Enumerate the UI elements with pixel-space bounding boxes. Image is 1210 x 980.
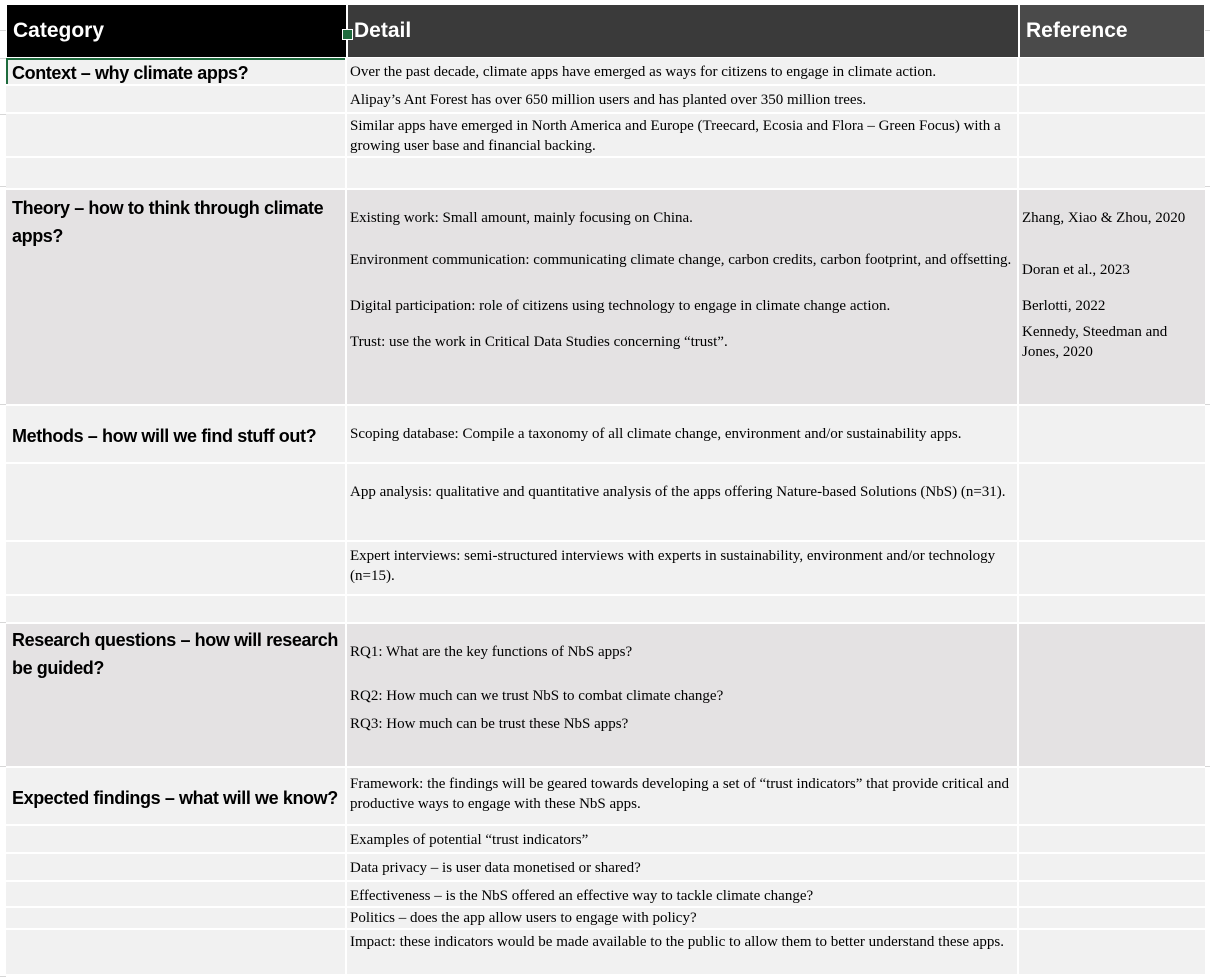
table-cell[interactable] (6, 930, 347, 976)
detail-text: Expert interviews: semi-structured interviews with experts in sustainability, environment and/or technology (n=15). (350, 548, 996, 584)
header-reference[interactable]: Reference (1019, 4, 1205, 58)
detail-text: App analysis: qualitative and quantitative analysis of the apps offering Nature-based Solutions (NbS) (n=31). (350, 484, 1006, 500)
table-cell[interactable] (6, 86, 347, 114)
table-cell[interactable] (1019, 624, 1205, 768)
detail-text: Environment communication: communicating climate change, carbon credits, carbon footprint, and offsetting. (350, 252, 1012, 268)
table-row (6, 826, 1205, 854)
category-label: Context – why climate apps? (12, 63, 249, 83)
detail-text: Alipay’s Ant Forest has over 650 million users and has planted over 350 million trees. (350, 92, 867, 108)
table-cell[interactable] (347, 58, 1019, 86)
table-cell[interactable] (347, 158, 1019, 190)
reference-text: Zhang, Xiao & Zhou, 2020 (1022, 210, 1186, 226)
table-cell[interactable] (1019, 406, 1205, 464)
reference-text: Kennedy, Steedman and Jones, 2020 (1022, 324, 1168, 360)
table-cell[interactable] (1019, 930, 1205, 976)
table-cell[interactable] (347, 826, 1019, 854)
cell-context-category[interactable] (6, 58, 347, 86)
table-cell[interactable] (1019, 464, 1205, 542)
detail-text: RQ3: How much can be trust these NbS apps? (350, 716, 629, 732)
table-cell[interactable] (1019, 86, 1205, 114)
table-cell[interactable] (6, 464, 347, 542)
table-cell[interactable] (1019, 854, 1205, 882)
category-label: Research questions – how will research be guided? (12, 630, 338, 678)
category-label: Expected findings – what will we know? (12, 788, 338, 808)
detail-text: Impact: these indicators would be made available to the public to allow them to better understand these apps. (350, 934, 1004, 950)
header-category[interactable]: Category (6, 4, 347, 58)
fill-handle[interactable] (342, 29, 353, 40)
table-cell[interactable] (1019, 882, 1205, 908)
table-cell[interactable] (6, 596, 347, 624)
detail-text: Existing work: Small amount, mainly focusing on China. (350, 210, 693, 226)
table-cell[interactable] (347, 882, 1019, 908)
table-cell[interactable] (347, 596, 1019, 624)
detail-text: Politics – does the app allow users to engage with policy? (350, 910, 697, 926)
detail-text: Over the past decade, climate apps have emerged as ways for citizens to engage in climate action. (350, 64, 937, 80)
table-cell[interactable] (347, 624, 1019, 768)
table-cell[interactable] (1019, 908, 1205, 930)
table-cell[interactable] (347, 768, 1019, 826)
reference-text: Berlotti, 2022 (1022, 298, 1106, 314)
table-cell[interactable] (347, 908, 1019, 930)
table-cell[interactable] (1019, 826, 1205, 854)
table-row (6, 58, 1205, 86)
cell-findings-category[interactable] (6, 768, 347, 826)
detail-text: Trust: use the work in Critical Data Studies concerning “trust”. (350, 334, 728, 350)
detail-text: Scoping database: Compile a taxonomy of all climate change, environment and/or sustainability apps. (350, 426, 962, 442)
table-row (6, 114, 1205, 158)
header-row (6, 4, 1205, 58)
table-row (6, 768, 1205, 826)
table-row-empty (6, 596, 1205, 624)
table-cell[interactable] (6, 882, 347, 908)
table-row (6, 406, 1205, 464)
table-cell[interactable] (1019, 768, 1205, 826)
table-cell[interactable] (347, 114, 1019, 158)
table-cell[interactable] (6, 908, 347, 930)
table-row (6, 86, 1205, 114)
detail-text: Similar apps have emerged in North America and Europe (Treecard, Ecosia and Flora – Green Focus) with a growing user base and financial backing. (350, 118, 1001, 154)
detail-text: Data privacy – is user data monetised or shared? (350, 860, 641, 876)
detail-text: Framework: the findings will be geared towards developing a set of “trust indicators” that provide critical and productive ways to engage with these NbS apps. (350, 776, 1009, 812)
table-cell[interactable] (1019, 114, 1205, 158)
cell-research-category[interactable] (6, 624, 347, 768)
table-row (6, 854, 1205, 882)
table-row (6, 882, 1205, 908)
table-cell[interactable] (347, 930, 1019, 976)
table-row (6, 930, 1205, 976)
table-row (6, 190, 1205, 406)
table-cell[interactable] (1019, 596, 1205, 624)
table-cell[interactable] (6, 542, 347, 596)
table-cell[interactable] (1019, 190, 1205, 406)
table-row (6, 464, 1205, 542)
detail-text: Digital participation: role of citizens using technology to engage in climate change action. (350, 298, 891, 314)
table-cell[interactable] (6, 854, 347, 882)
spreadsheet-table (6, 4, 1205, 976)
category-label: Methods – how will we find stuff out? (12, 426, 317, 446)
cell-theory-category[interactable] (6, 190, 347, 406)
table-row-empty (6, 158, 1205, 190)
table-cell[interactable] (1019, 58, 1205, 86)
table-cell[interactable] (6, 826, 347, 854)
reference-text: Doran et al., 2023 (1022, 262, 1130, 278)
table-cell[interactable] (1019, 158, 1205, 190)
detail-text: Effectiveness – is the NbS offered an effective way to tackle climate change? (350, 888, 814, 904)
detail-text: RQ1: What are the key functions of NbS apps? (350, 644, 633, 660)
table-cell[interactable] (1019, 542, 1205, 596)
table-row (6, 624, 1205, 768)
table-row (6, 542, 1205, 596)
cell-methods-category[interactable] (6, 406, 347, 464)
table-cell[interactable] (347, 542, 1019, 596)
table-cell[interactable] (347, 464, 1019, 542)
table-row (6, 908, 1205, 930)
category-label: Theory – how to think through climate apps? (12, 198, 324, 246)
detail-text: Examples of potential “trust indicators” (350, 832, 589, 848)
table-cell[interactable] (347, 86, 1019, 114)
table-cell[interactable] (347, 190, 1019, 406)
table-cell[interactable] (6, 158, 347, 190)
header-detail[interactable]: Detail (347, 4, 1019, 58)
table-cell[interactable] (347, 406, 1019, 464)
detail-text: RQ2: How much can we trust NbS to combat climate change? (350, 688, 724, 704)
table-cell[interactable] (347, 854, 1019, 882)
table-cell[interactable] (6, 114, 347, 158)
